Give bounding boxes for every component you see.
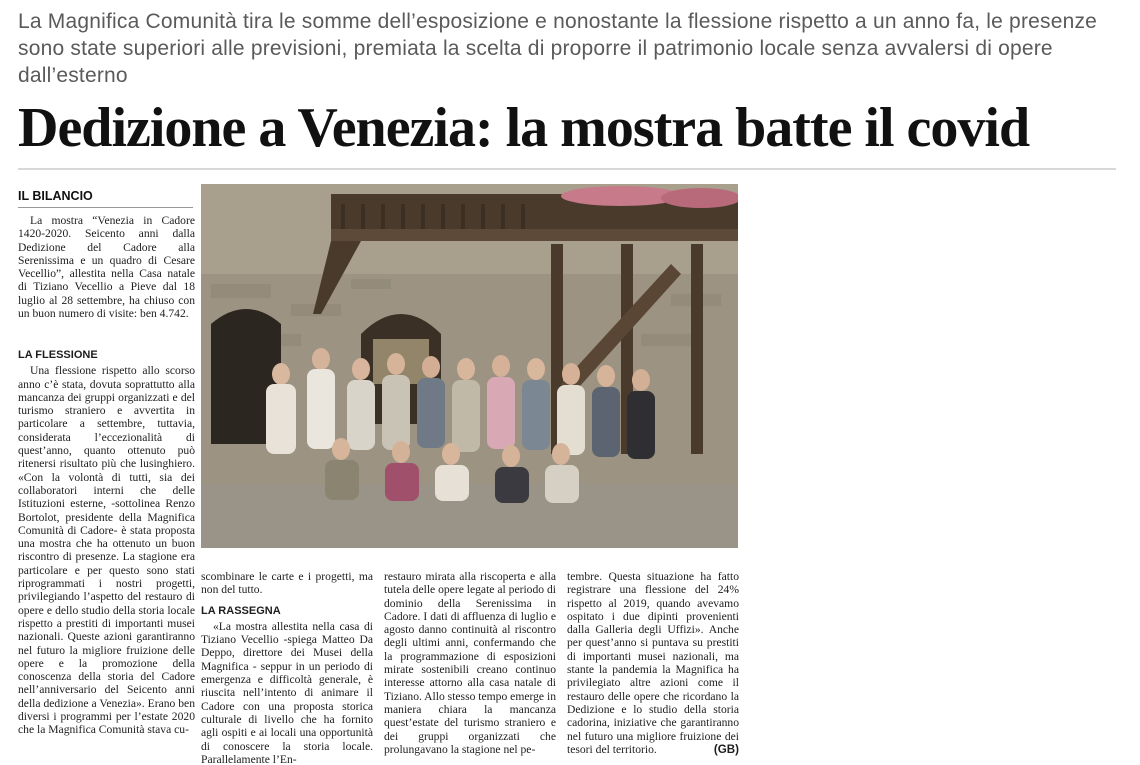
section-text-flessione: Una flessione rispetto allo scorso anno c’è stata, dovuta soprattutto alla mancanza dei gruppi organizzati e del turismo straniero e avvertita in particolare a settembre, tuttavia, considerata l’eccezionalità di quest’anno, quanto ottenuto può ritenersi risultato più che lusinghiero. «Con la volontà di tutti, sia dei collaboratori interni che delle Istituzioni esterne, -sottolinea Renzo Bortolot, presidente della Magnifica Comunità di Cadore- è stata proposta una mostra che ha ottenuto un buon riscontro di presenze. La stagione era particolare e per questo sono stati riprogrammati i nostri progetti, privilegiando l’aspetto del restauro di opere e dello studio della storia locale rispetto a prestiti di importanti musei nazionali. Queste azioni garantiranno nel futuro la migliore fruizione delle opere e la promozione della conoscenza della storia del Cadore nell’anniversario del Seicento anni della dedizione a Venezia». Erano ben diversi i programmi per l’estate 2020 che la Magnifica Comunità stava cu- bbox=[18, 364, 195, 737]
headline: Dedizione a Venezia: la mostra batte il covid bbox=[18, 97, 1030, 159]
article-intro bbox=[18, 214, 195, 320]
column-4-paragraph bbox=[567, 570, 739, 756]
section-title-flessione: LA FLESSIONE bbox=[18, 349, 98, 361]
article-column-3 bbox=[384, 570, 556, 765]
group-photo bbox=[201, 184, 738, 548]
kicker: IL BILANCIO bbox=[18, 189, 93, 203]
column-2-lead: scombinare le carte e i progetti, ma non del tutto. bbox=[201, 570, 373, 597]
article-column-2 bbox=[201, 570, 373, 765]
column-4-text: tembre. Questa situazione ha fatto registrare una flessione del 24% rispetto al 2019, quando avevamo ospitato i due dipinti provenienti dalla Galleria degli Uffizi». Anche per quest’anno si puntava su prestiti di importanti musei nazionali, ma stante la pandemia la Magnifica ha privilegiato altre azioni come il restauro delle opere che ricordano la Dedizione e lo studio della storia cadorina, iniziative che garantiranno nel futuro una migliore fruizione dei tesori del territorio. bbox=[567, 570, 739, 756]
subheadline: La Magnifica Comunità tira le somme dell’esposizione e nonostante la flessione rispetto a un anno fa, le presenze sono state superiori alle previsioni, premiata la scelta di proporre il patrimonio locale senza avvalersi di opere dall’esterno bbox=[18, 10, 1098, 87]
author-signature: (GB) bbox=[713, 742, 739, 756]
column-3-text: restauro mirata alla riscoperta e alla tutela delle opere legate al periodo di dominio della Serenissima in Cadore. I dati di affluenza di luglio e agosto danno continuità al riscontro degli ultimi anni, confermando che la programmazione di esposizioni mirate sostenibili creano continuo interesse attorno alla casa natale di Tiziano. Allo stesso tempo emerge in maniera chiara la mancanza quest’estate del turismo straniero e dei gruppi organizzati che prolungavano la stagione nel pe- bbox=[384, 570, 556, 756]
article-column-1 bbox=[18, 343, 195, 765]
article-column-4 bbox=[567, 570, 739, 765]
section-title-rassegna: LA RASSEGNA bbox=[201, 604, 281, 617]
intro-paragraph: La mostra “Venezia in Cadore 1420-2020. Seicento anni dalla Dedizione del Cadore alla Serenissima e un quadro di Cesare Vecellio”, allestita nella Casa natale di Tiziano Vecellio a Pieve dal 18 luglio al 28 settembre, ha chiuso con un buon numero di visite: ben 4.742. bbox=[18, 214, 195, 321]
divider bbox=[18, 168, 1116, 170]
section-text-rassegna: «La mostra allestita nella casa di Tiziano Vecellio -spiega Matteo Da Deppo, direttore dei Musei della Magnifica - seppur in un periodo di emergenza e difficoltà generale, è riuscita nell’intento di animare il Cadore con una proposta storica culturale di livello che ha fornito agli ospiti e ai locali una opportunità di conoscere la storia locale. Parallelamente l’En- bbox=[201, 619, 373, 765]
